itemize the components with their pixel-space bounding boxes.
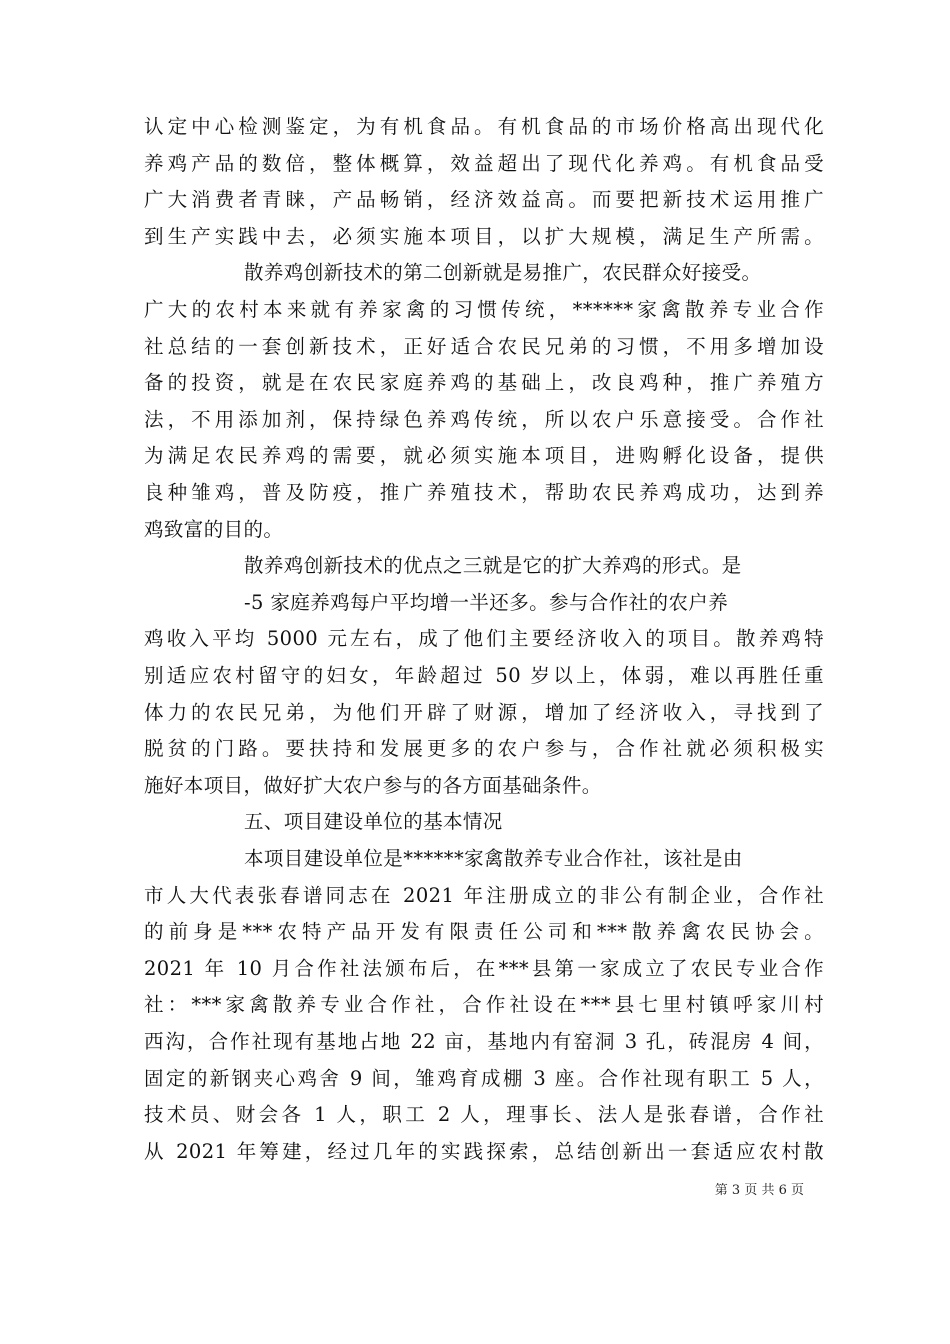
text-line: 养鸡产品的数倍，整体概算，效益超出了现代化养鸡。有机食品受 [144, 151, 824, 175]
text-line: 到生产实践中去，必须实施本项目，以扩大规模，满足生产所需。 [144, 224, 824, 248]
text-line: 鸡致富的目的。 [144, 517, 284, 541]
text-line: 2021 年 10 月合作社法颁布后，在***县第一家成立了农民专业合作 [144, 956, 824, 980]
text-line: 技术员、财会各 1 人，职工 2 人，理事长、法人是张春谱，合作社 [144, 1103, 824, 1127]
text-line-indented: 散养鸡创新技术的第二创新就是易推广，农民群众好接受。 [244, 261, 762, 285]
text-line: 的前身是***农特产品开发有限责任公司和***散养禽农民协会。 [144, 920, 824, 944]
text-line: 西沟，合作社现有基地占地 22 亩，基地内有窑洞 3 孔，砖混房 4 间， [144, 1030, 824, 1053]
text-line: 固定的新钢夹心鸡舍 9 间，雏鸡育成棚 3 座。合作社现有职工 5 人， [144, 1066, 824, 1090]
text-line: 社总结的一套创新技术，正好适合农民兄弟的习惯，不用多增加设 [144, 334, 824, 358]
text-line: 社：***家禽散养专业合作社，合作社设在***县七里村镇呼家川村 [144, 993, 824, 1017]
text-line: 别适应农村留守的妇女，年龄超过 50 岁以上，体弱，难以再胜任重 [144, 664, 824, 687]
text-line: 良种雏鸡，普及防疫，推广养殖技术，帮助农民养鸡成功，达到养 [144, 481, 824, 504]
text-line: 广大的农村本来就有养家禽的习惯传统，******家禽散养专业合作 [144, 298, 824, 321]
text-line: 施好本项目，做好扩大农户参与的各方面基础条件。 [144, 773, 602, 797]
text-line: 鸡收入平均 5000 元左右，成了他们主要经济收入的项目。散养鸡特 [144, 627, 824, 651]
page-number: 第 3 页 共 6 页 [714, 1183, 804, 1199]
text-line: 从 2021 年筹建，经过几年的实践探索，总结创新出一套适应农村散 [144, 1139, 824, 1163]
text-line: 为满足农民养鸡的需要，就必须实施本项目，进购孵化设备，提供 [144, 444, 824, 468]
text-line-indented: 本项目建设单位是******家禽散养专业合作社，该社是由 [244, 847, 743, 870]
text-line: 备的投资，就是在农民家庭养鸡的基础上，改良鸡种，推广养殖方 [144, 371, 824, 395]
text-line: 广大消费者青睐，产品畅销，经济效益高。而要把新技术运用推广 [144, 188, 824, 212]
text-line: 认定中心检测鉴定，为有机食品。有机食品的市场价格高出现代化 [144, 115, 824, 138]
text-line: 法，不用添加剂，保持绿色养鸡传统，所以农户乐意接受。合作社 [144, 407, 824, 431]
text-line: 市人大代表张春谱同志在 2021 年注册成立的非公有制企业，合作社 [144, 883, 824, 907]
text-line-indented: 散养鸡创新技术的优点之三就是它的扩大养鸡的形式。是 [244, 554, 742, 578]
section-heading: 五、项目建设单位的基本情况 [244, 810, 503, 834]
text-line: 脱贫的门路。要扶持和发展更多的农户参与，合作社就必须积极实 [144, 737, 824, 761]
text-line: 体力的农民兄弟，为他们开辟了财源，增加了经济收入，寻找到了 [144, 700, 824, 724]
text-line-indented: -5 家庭养鸡每户平均增一半还多。参与合作社的农户养 [244, 590, 729, 614]
